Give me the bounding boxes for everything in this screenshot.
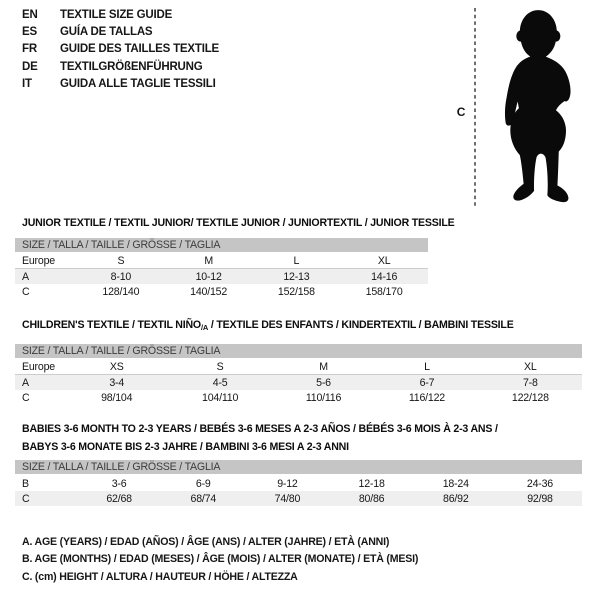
lang-code: IT (22, 77, 32, 90)
cell: 24-36 (526, 477, 553, 490)
cell: 18-24 (442, 477, 469, 490)
babies-section-title (22, 421, 498, 456)
baby-figure (440, 0, 592, 214)
cell: 3-4 (109, 376, 125, 389)
language-header (22, 7, 219, 93)
cell: 152/158 (277, 285, 315, 298)
lang-code: ES (22, 26, 37, 39)
lang-label: GUIDA ALLE TAGLIE TESSILI (60, 77, 216, 90)
cell: 7-8 (522, 376, 538, 389)
cell: 12-13 (283, 270, 310, 283)
title-line-2: BABYS 3-6 MONATE BIS 2-3 JAHRE / BAMBINI 3-6 MESI A 2-3 ANNI (22, 440, 349, 453)
table-row-height (15, 390, 582, 405)
table-row-age (15, 269, 428, 284)
cell: 6-7 (419, 376, 435, 389)
cell: 6-9 (195, 477, 211, 490)
cell: 14-16 (371, 270, 398, 283)
junior-section-title: JUNIOR TEXTILE / TEXTIL JUNIOR/ TEXTILE JUNIOR / JUNIORTEXTIL / JUNIOR TESSILE (22, 217, 455, 229)
cell: 8-10 (110, 270, 132, 283)
lang-row-it (22, 76, 219, 93)
lang-code: EN (22, 9, 38, 21)
row-label: Europe (22, 361, 55, 373)
junior-size-table (15, 238, 428, 299)
cell: 10-12 (195, 270, 222, 283)
cell: 5-6 (316, 376, 331, 389)
legend (22, 534, 418, 586)
babies-size-table (15, 460, 582, 506)
cell: 128/140 (102, 285, 140, 298)
lang-code: FR (22, 43, 37, 56)
cell: 62/68 (106, 492, 132, 505)
size-header-bar (15, 460, 582, 474)
lang-label: TEXTILE SIZE GUIDE (60, 9, 173, 21)
title-line-1: BABIES 3-6 MONTH TO 2-3 YEARS / BEBÉS 3-6 MESES A 2-3 AÑOS / BÉBÉS 3-6 MOIS À 2-3 ANS / (22, 423, 498, 435)
lang-code: DE (22, 60, 38, 73)
size-header-bar (15, 344, 582, 358)
cell: XL (524, 361, 537, 373)
title-text: / TEXTILE DES ENFANTS / KINDERTEXTIL / BAMBINI TESSILE (208, 319, 514, 331)
children-section-title (22, 317, 514, 337)
cell: L (424, 361, 430, 373)
lang-label: GUÍA DE TALLAS (60, 26, 153, 39)
cell: 80/86 (358, 492, 385, 505)
lang-label: TEXTILGRÖßENFÜHRUNG (60, 60, 203, 73)
lang-row-es (22, 24, 219, 41)
height-measure-label: C (456, 105, 466, 119)
cell: L (293, 255, 300, 267)
lang-row-fr (22, 41, 219, 58)
cell: 140/152 (190, 285, 228, 298)
cell: 92/98 (527, 492, 553, 505)
cell: M (319, 361, 328, 373)
lang-label: GUIDE DES TAILLES TEXTILE (60, 43, 219, 56)
cell: 68/74 (190, 492, 217, 505)
cell: 3-6 (111, 477, 127, 490)
cell: 104/110 (202, 391, 239, 404)
table-row-months (15, 476, 582, 491)
table-row-height (15, 284, 428, 299)
lang-row-de (22, 59, 219, 76)
cell: 12-18 (358, 477, 385, 490)
cell: XS (109, 361, 124, 373)
cell: 9-12 (277, 477, 298, 490)
size-header-bar (15, 238, 428, 252)
cell: 4-5 (212, 376, 228, 389)
cell: 110/116 (305, 391, 342, 404)
legend-line-a: A. AGE (YEARS) / EDAD (AÑOS) / ÂGE (ANS) / ALTER (JAHRE) / ETÀ (ANNI) (22, 536, 390, 548)
cell: 122/128 (511, 391, 549, 404)
row-label: B (22, 477, 29, 490)
children-size-table (15, 344, 582, 405)
title-subscript: /A (200, 323, 209, 332)
size-header-label: SIZE / TALLA / TAILLE / GRÖSSE / TAGLIA (22, 239, 221, 251)
size-header-label: SIZE / TALLA / TAILLE / GRÖSSE / TAGLIA (22, 345, 221, 357)
row-label: A (22, 376, 29, 389)
cell: S (216, 361, 224, 373)
row-label: C (22, 492, 30, 505)
table-row-europe (15, 254, 428, 269)
table-row-europe (15, 360, 582, 375)
table-row-height (15, 491, 582, 506)
title-text: CHILDREN'S TEXTILE / TEXTIL NIÑO (22, 319, 201, 331)
cell: M (204, 255, 213, 267)
baby-silhouette-icon (505, 10, 571, 202)
table-row-age (15, 375, 582, 390)
row-label: C (22, 391, 30, 404)
cell: S (117, 255, 125, 267)
row-label: A (22, 270, 29, 283)
cell: 98/104 (101, 391, 133, 404)
cell: 158/170 (365, 285, 403, 298)
cell: XL (377, 255, 391, 267)
row-label: C (22, 285, 30, 298)
row-label: Europe (22, 255, 55, 267)
lang-row-en (22, 7, 219, 24)
cell: 116/122 (408, 391, 445, 404)
cell: 86/92 (443, 492, 469, 505)
legend-line-b: B. AGE (MONTHS) / EDAD (MESES) / ÂGE (MOIS) / ALTER (MONATE) / ETÀ (MESI) (22, 553, 419, 566)
size-header-label: SIZE / TALLA / TAILLE / GRÖSSE / TAGLIA (22, 461, 221, 473)
cell: 74/80 (274, 492, 301, 505)
legend-line-c: C. (cm) HEIGHT / ALTURA / HAUTEUR / HÖHE / ALTEZZA (22, 570, 298, 583)
